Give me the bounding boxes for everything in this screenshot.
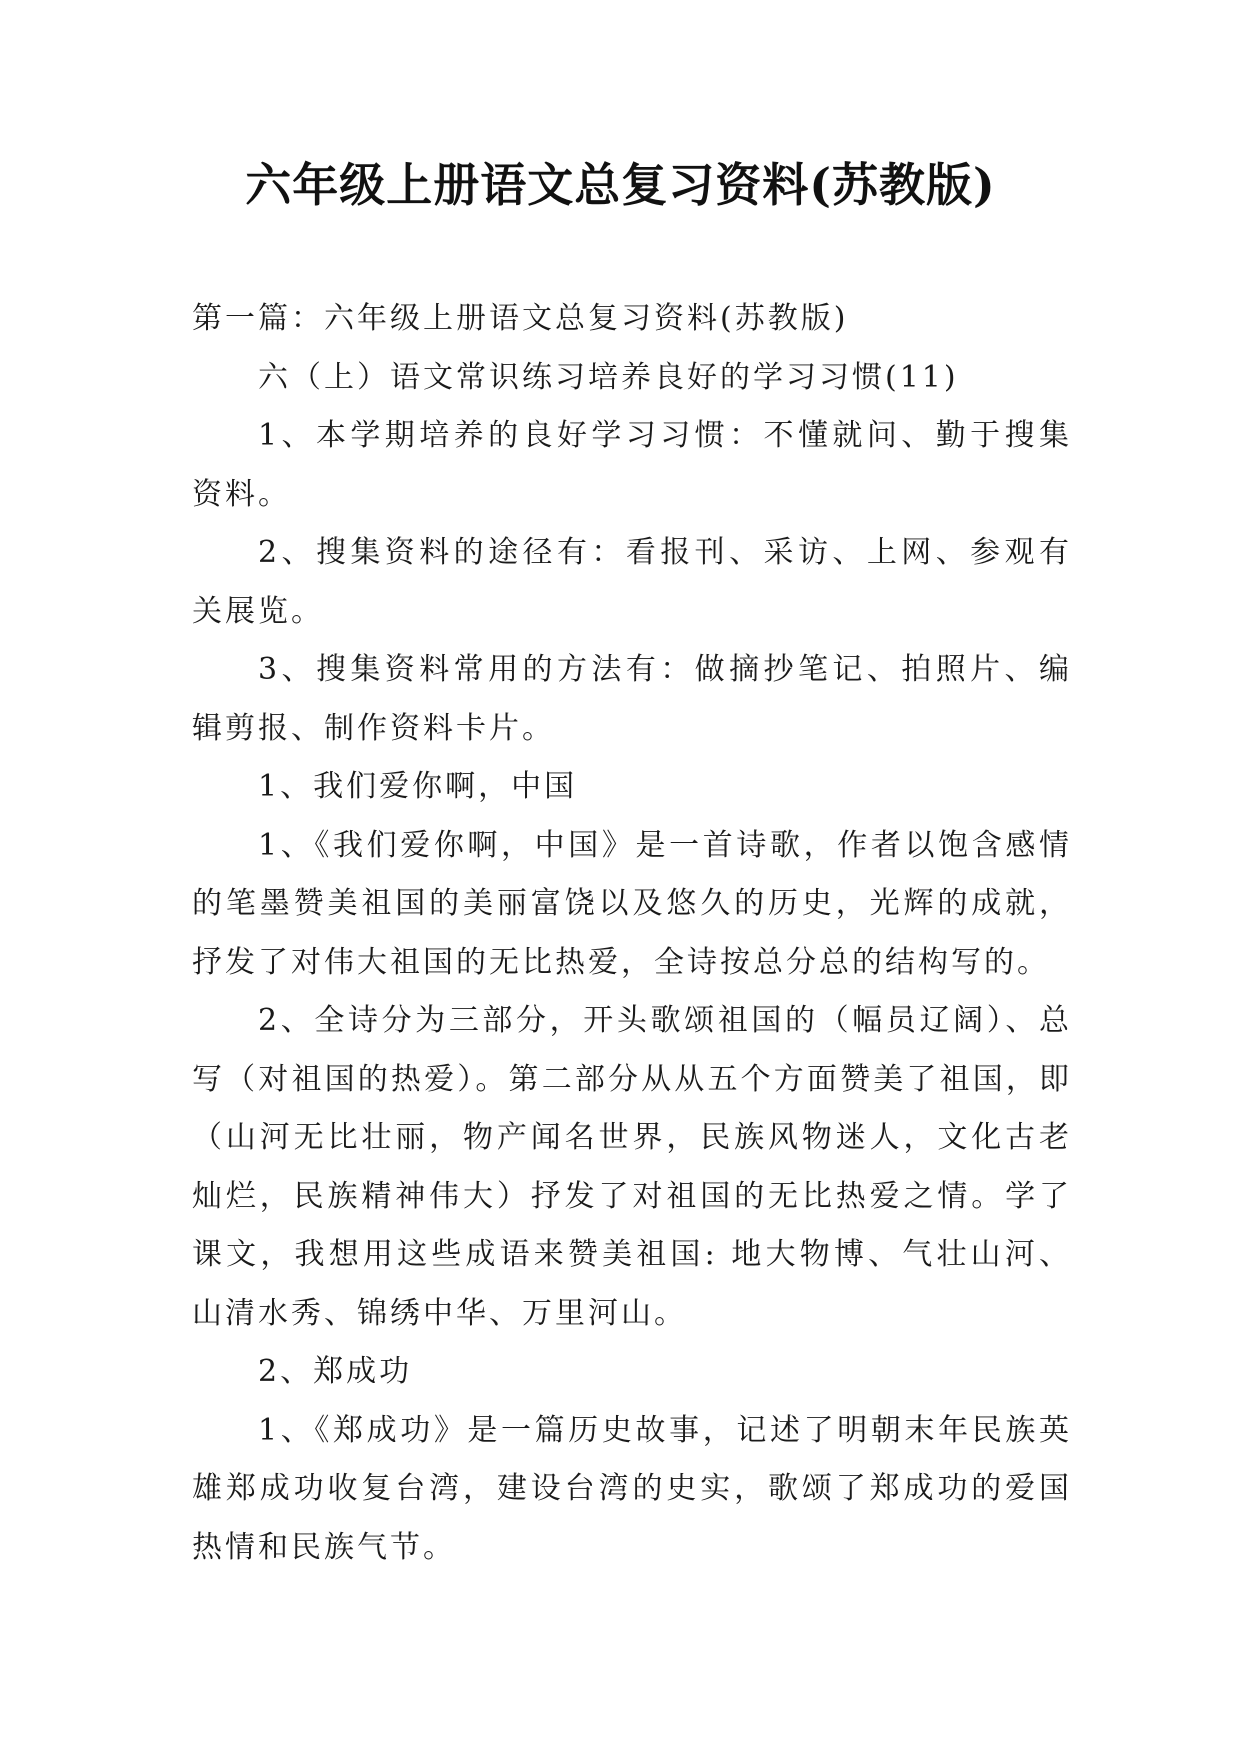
paragraph: 1、《郑成功》是一篇历史故事，记述了明朝末年民族英雄郑成功收复台湾，建设台湾的史实，歌颂了郑成功的爱国热情和民族气节。 [192,1412,1072,1565]
paragraph: 1、本学期培养的良好学习习惯：不懂就问、勤于搜集资料。 [192,418,1072,512]
paragraph-lesson-heading: 2、郑成功 [258,1354,413,1389]
document-title: 六年级上册语文总复习资料(苏教版) [245,158,996,212]
paragraph-section-heading: 第一篇：六年级上册语文总复习资料(苏教版) [192,301,849,336]
paragraph: 2、全诗分为三部分，开头歌颂祖国的（幅员辽阔）、总写（对祖国的热爱）。第二部分从从五个方面赞美了祖国，即（山河无比壮丽，物产闻名世界，民族风物迷人，文化古老灿烂，民族精神伟大）抒发了对祖国的无比热爱之情。学了课文，我想用这些成语来赞美祖国: 地大物博、气壮山河、山清水秀、锦绣中华、万里河山。 [192,1003,1072,1331]
document-body [192,290,1072,1577]
paragraph: 3、搜集资料常用的方法有：做摘抄笔记、拍照片、编辑剪报、制作资料卡片。 [192,652,1072,746]
paragraph: 1、《我们爱你啊，中国》是一首诗歌，作者以饱含感情的笔墨赞美祖国的美丽富饶以及悠久的历史，光辉的成就，抒发了对伟大祖国的无比热爱，全诗按总分总的结构写的。 [192,827,1072,980]
paragraph-subheading: 六（上）语文常识练习培养良好的学习习惯(11) [258,359,959,395]
paragraph: 2、搜集资料的途径有：看报刊、采访、上网、参观有关展览。 [192,535,1072,629]
paragraph-lesson-heading: 1、我们爱你啊，中国 [258,769,578,804]
